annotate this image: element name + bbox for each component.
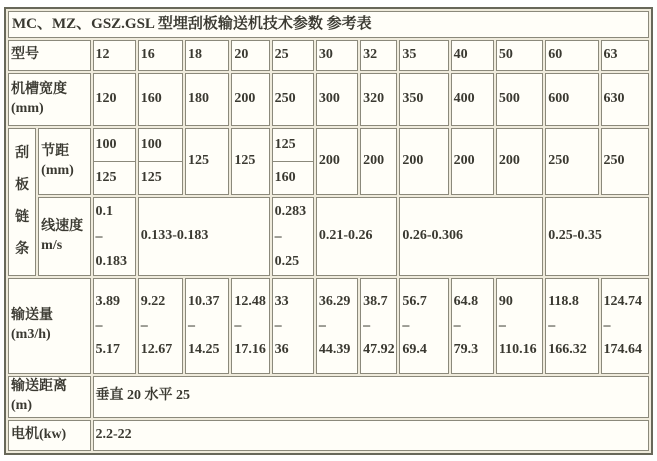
trough-width-value: 250 — [272, 73, 314, 126]
model-value: 30 — [316, 40, 358, 71]
capacity-value-range — [272, 278, 314, 374]
pitch-value: 250 — [545, 128, 598, 195]
pitch-value-bottom: 125 — [140, 169, 162, 185]
model-value: 12 — [93, 40, 136, 71]
conveyor-parameter-table — [4, 7, 653, 455]
trough-width-value: 400 — [451, 73, 494, 126]
range-dash: – — [234, 318, 242, 333]
pitch-value-top: 100 — [139, 129, 182, 162]
capacity-unit: (m3/h) — [11, 327, 51, 342]
trough-width-value: 600 — [545, 73, 598, 126]
model-value: 18 — [185, 40, 229, 71]
pitch-value: 125 — [231, 128, 269, 195]
range-bottom: 47.92 — [363, 342, 395, 357]
pitch-value-bottom: 125 — [95, 169, 117, 185]
range-bottom: 17.16 — [234, 342, 266, 357]
range-dash: – — [603, 318, 611, 333]
range-dash: – — [318, 318, 326, 333]
pitch-value: 250 — [601, 128, 649, 195]
capacity-value-range — [316, 278, 358, 374]
capacity-row-label — [8, 278, 91, 374]
speed-unit: m/s — [41, 237, 63, 253]
range-dash: – — [95, 318, 103, 333]
range-bottom: 0.183 — [95, 254, 127, 269]
speed-value: 0.21-0.26 — [316, 197, 398, 276]
range-top: 90 — [498, 294, 513, 309]
range-top: 38.7 — [363, 294, 388, 309]
range-bottom: 44.39 — [318, 342, 351, 357]
pitch-value: 200 — [360, 128, 397, 195]
pitch-value: 125 — [185, 128, 229, 195]
range-dash: – — [274, 318, 282, 333]
range-top: 118.8 — [548, 294, 579, 309]
range-dash: – — [402, 318, 410, 333]
capacity-value-range — [451, 278, 494, 374]
model-value: 25 — [272, 40, 314, 71]
trough-width-value: 630 — [601, 73, 649, 126]
model-value: 35 — [399, 40, 448, 71]
range-dash: – — [188, 318, 196, 333]
table-title: MC、MZ、GSZ.GSL 型埋刮板输送机技术参数 参考表 — [8, 11, 649, 38]
pitch-value-split — [272, 128, 314, 195]
distance-value: 垂直 20 水平 25 — [93, 376, 650, 418]
range-bottom: 69.4 — [402, 342, 427, 357]
pitch-value: 200 — [496, 128, 543, 195]
motor-value: 2.2-22 — [93, 420, 650, 451]
range-bottom: 166.32 — [548, 342, 587, 357]
speed-value-range — [272, 197, 314, 276]
range-top: 33 — [274, 294, 289, 309]
model-row — [8, 40, 649, 71]
pitch-value: 200 — [399, 128, 448, 195]
capacity-value-range — [138, 278, 183, 374]
trough-width-unit: (mm) — [11, 100, 44, 116]
model-value: 60 — [545, 40, 598, 71]
model-value: 20 — [231, 40, 269, 71]
capacity-value-range — [185, 278, 229, 374]
range-top: 56.7 — [402, 294, 427, 309]
motor-row — [8, 420, 649, 451]
range-top: 0.1 — [95, 204, 113, 219]
speed-value-range — [93, 197, 136, 276]
trough-width-label-text: 机槽宽度 — [11, 81, 67, 97]
trough-width-value: 160 — [138, 73, 183, 126]
pitch-value: 200 — [316, 128, 358, 195]
distance-row — [8, 376, 649, 418]
trough-width-value: 300 — [316, 73, 358, 126]
range-bottom: 14.25 — [188, 342, 220, 357]
model-row-label: 型号 — [8, 40, 91, 71]
title-row — [8, 11, 649, 38]
capacity-value-range — [496, 278, 543, 374]
speed-row-label — [38, 197, 90, 276]
capacity-value-range — [601, 278, 649, 374]
range-dash: – — [363, 318, 371, 333]
trough-width-value: 500 — [496, 73, 543, 126]
range-bottom: 36 — [274, 342, 289, 357]
capacity-value-range — [399, 278, 448, 374]
chain-group-label-text: 刮板链条 — [15, 146, 30, 257]
pitch-value-bottom: 160 — [274, 169, 296, 185]
model-value: 16 — [138, 40, 183, 71]
pitch-value-split — [138, 128, 183, 195]
capacity-label-text: 输送量 — [11, 308, 53, 324]
range-top: 124.74 — [603, 294, 643, 309]
speed-row — [8, 197, 649, 276]
speed-value: 0.133-0.183 — [138, 197, 270, 276]
pitch-row — [8, 128, 649, 195]
range-dash: – — [140, 318, 148, 333]
motor-row-label: 电机(kw) — [8, 420, 91, 451]
speed-label-text: 线速度 — [41, 218, 84, 234]
pitch-row-label: 节距(mm) — [38, 128, 90, 195]
trough-width-value: 120 — [93, 73, 136, 126]
capacity-value-range — [360, 278, 397, 374]
pitch-value-top: 100 — [94, 129, 135, 162]
range-bottom: 12.67 — [140, 342, 173, 357]
pitch-value-split — [93, 128, 136, 195]
range-bottom: 174.64 — [603, 342, 643, 357]
range-dash: – — [548, 318, 556, 333]
range-top: 36.29 — [318, 294, 351, 309]
model-value: 63 — [601, 40, 649, 71]
range-bottom: 0.25 — [274, 254, 300, 269]
speed-value: 0.25-0.35 — [545, 197, 649, 276]
trough-width-label — [8, 73, 91, 126]
model-value: 32 — [360, 40, 397, 71]
capacity-value-range — [545, 278, 598, 374]
range-top: 0.283 — [274, 204, 307, 219]
range-top: 12.48 — [234, 294, 266, 309]
pitch-value-top: 125 — [273, 129, 313, 162]
capacity-value-range — [231, 278, 269, 374]
model-value: 40 — [451, 40, 494, 71]
range-dash: – — [274, 229, 282, 244]
distance-row-label: 输送距离(m) — [8, 376, 91, 418]
range-bottom: 110.16 — [498, 342, 537, 357]
trough-width-row — [8, 73, 649, 126]
range-top: 10.37 — [188, 294, 220, 309]
range-dash: – — [453, 318, 461, 333]
range-bottom: 5.17 — [95, 342, 120, 357]
capacity-value-range — [93, 278, 136, 374]
trough-width-value: 350 — [399, 73, 448, 126]
trough-width-value: 200 — [231, 73, 269, 126]
capacity-row — [8, 278, 649, 374]
range-bottom: 79.3 — [453, 342, 479, 357]
range-top: 3.89 — [95, 294, 120, 309]
speed-value: 0.26-0.306 — [399, 197, 543, 276]
range-dash: – — [95, 229, 103, 244]
range-dash: – — [498, 318, 506, 333]
trough-width-value: 180 — [185, 73, 229, 126]
chain-group-label — [8, 128, 36, 276]
trough-width-value: 320 — [360, 73, 397, 126]
model-value: 50 — [496, 40, 543, 71]
range-top: 64.8 — [453, 294, 479, 309]
pitch-value: 200 — [451, 128, 494, 195]
range-top: 9.22 — [140, 294, 166, 309]
